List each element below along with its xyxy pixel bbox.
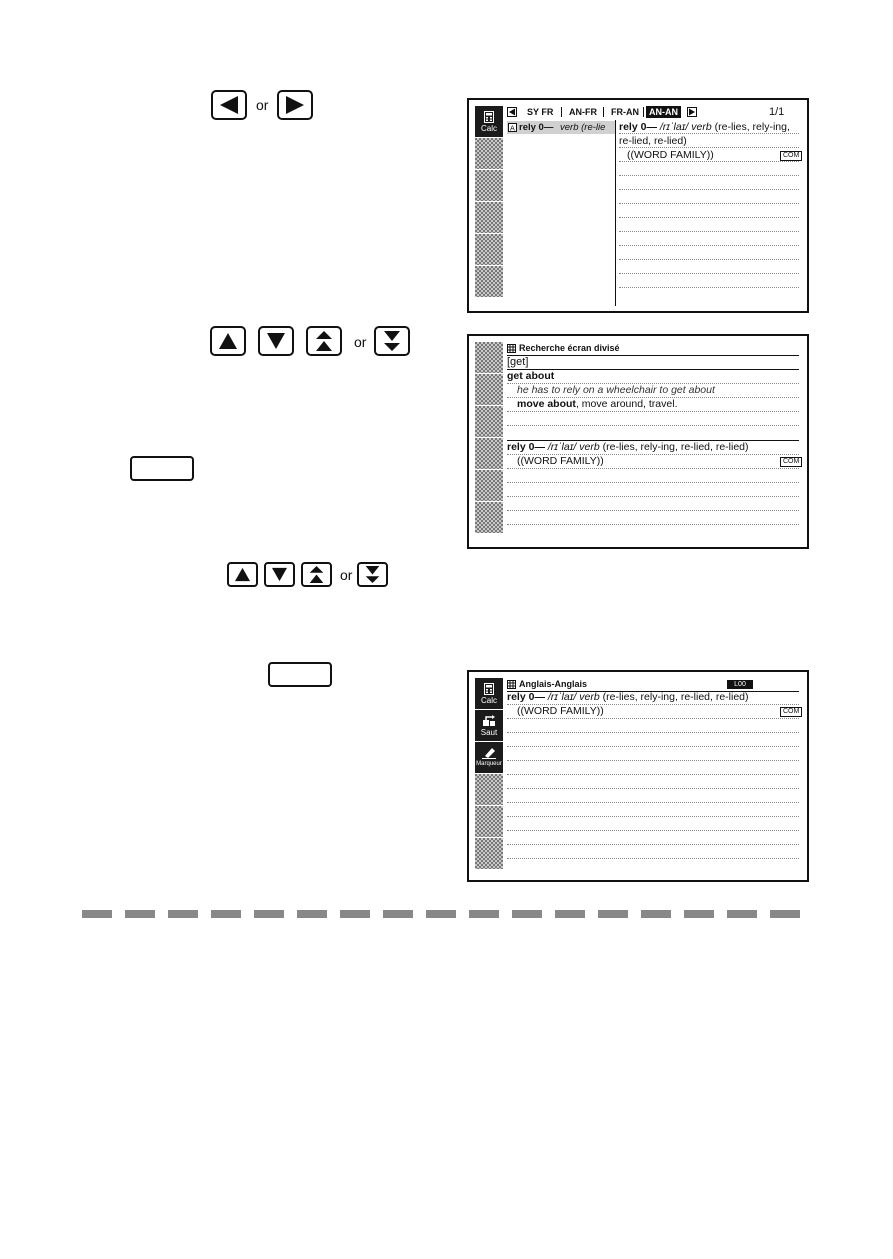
example: he has to rely on a wheelchair to get about: [517, 384, 715, 396]
row-rule: [507, 510, 799, 511]
page-down-key: [357, 562, 388, 587]
search-query: [get]: [507, 356, 529, 368]
synonyms: [517, 398, 678, 411]
synonym-rest: , move around, travel.: [575, 398, 678, 410]
row-rule: [619, 189, 799, 190]
tab-separator: [561, 107, 562, 117]
tab-an-fr: AN-FR: [569, 107, 597, 117]
or-label-3: or: [340, 567, 353, 583]
icon-slot-empty: [475, 406, 503, 437]
icon-slot-empty: [475, 374, 503, 405]
up-arrow-key-icon: [218, 332, 238, 350]
row-rule: [507, 858, 799, 859]
icon-slot-empty: [475, 170, 503, 201]
page-up-key-icon: [308, 565, 325, 584]
tab-fr-an: FR-AN: [611, 107, 639, 117]
entry-line: [507, 441, 749, 454]
blank-key: [268, 662, 332, 687]
icon-slot-empty: [475, 138, 503, 169]
saut-button: [475, 710, 503, 741]
row-rule: [619, 273, 799, 274]
phrase: get about: [507, 370, 555, 382]
row-rule: [507, 397, 799, 398]
up-arrow-key: [210, 326, 246, 356]
row-rule: [619, 147, 799, 148]
row-rule: [619, 245, 799, 246]
calc-label: Calc: [480, 123, 497, 133]
page-up-key: [306, 326, 342, 356]
icon-slot-empty: [475, 774, 503, 805]
entry-pron: /rɪˈlaɪ/: [659, 121, 689, 133]
com-badge: COM: [780, 151, 802, 161]
left-arrow-key: [211, 90, 247, 120]
entry-pos: verb: [579, 441, 600, 453]
entry-forms: (re-lies, rely-ing, re-lied, re-lied): [602, 441, 749, 453]
word-family: ((WORD FAMILY)): [517, 705, 604, 717]
row-rule: [507, 704, 799, 705]
screen-title: Recherche écran divisé: [519, 343, 620, 353]
row-rule: [507, 411, 799, 412]
row-rule: [507, 482, 799, 483]
icon-column: [475, 678, 503, 870]
entry-head: rely 0—: [507, 691, 545, 703]
screen-split-view: [467, 98, 809, 313]
grid-icon: [507, 680, 516, 689]
entry-pos: verb: [579, 691, 600, 703]
screen-title: Anglais-Anglais: [519, 679, 588, 689]
screen-split-search: [467, 334, 809, 549]
dashed-separator: [82, 910, 810, 918]
row-rule: [619, 231, 799, 232]
icon-column: [475, 342, 503, 534]
calc-button: [475, 678, 503, 709]
icon-slot-empty: [475, 838, 503, 869]
row-rule: [507, 788, 799, 789]
icon-slot-empty: [475, 502, 503, 533]
right-arrow-key: [277, 90, 313, 120]
entry-forms-2: re-lied, re-lied): [619, 135, 687, 147]
row-rule: [507, 802, 799, 803]
list-entry-rest: verb (re-lie: [560, 122, 606, 133]
tab-left-arrow-icon: [507, 107, 517, 117]
row-rule: [507, 816, 799, 817]
page-down-key: [374, 326, 410, 356]
panel-divider: [615, 120, 616, 306]
row-rule: [619, 133, 799, 134]
entry-line: [507, 691, 749, 704]
calculator-icon: [484, 111, 494, 123]
row-rule: [507, 760, 799, 761]
tab-separator: [643, 107, 644, 117]
page-down-key-icon: [364, 565, 381, 584]
word-family: ((WORD FAMILY)): [627, 149, 714, 161]
page-up-key: [301, 562, 332, 587]
svg-text:A: A: [510, 124, 515, 132]
icon-slot-empty: [475, 470, 503, 501]
page-indicator: 1/1: [769, 106, 785, 118]
row-rule: [507, 844, 799, 845]
com-badge: COM: [780, 457, 802, 467]
row-rule: [507, 718, 799, 719]
row-rule: [619, 287, 799, 288]
row-rule: [619, 259, 799, 260]
right-arrow-key-icon: [284, 95, 306, 115]
row-rule: [507, 425, 799, 426]
row-rule: [619, 161, 799, 162]
row-rule: [619, 217, 799, 218]
down-arrow-key-icon: [271, 567, 288, 582]
tab-sy-fr: SY FR: [527, 107, 554, 117]
up-arrow-key-icon: [234, 567, 251, 582]
icon-slot-empty: [475, 806, 503, 837]
entry-pron: /rɪˈlaɪ/: [547, 441, 577, 453]
left-arrow-key-icon: [218, 95, 240, 115]
row-rule: [507, 774, 799, 775]
title-rule: [507, 355, 799, 356]
icon-slot-empty: [475, 342, 503, 373]
tab-separator: [603, 107, 604, 117]
com-badge: COM: [780, 707, 802, 717]
up-arrow-key: [227, 562, 258, 587]
icon-slot-empty: [475, 202, 503, 233]
word-family: ((WORD FAMILY)): [517, 455, 604, 467]
marqueur-label: Marqueur: [476, 760, 502, 767]
calculator-icon: [484, 683, 494, 695]
tab-an-an: AN-AN: [646, 106, 681, 118]
tab-right-arrow-icon: [687, 107, 697, 117]
row-rule: [507, 524, 799, 525]
list-marker-icon: [508, 123, 517, 132]
down-arrow-key-icon: [266, 332, 286, 350]
entry-pos: verb: [691, 121, 712, 133]
down-arrow-key: [264, 562, 295, 587]
entry-forms: (re-lies, rely-ing, re-lied, re-lied): [602, 691, 749, 703]
jump-icon: [482, 715, 496, 727]
row-rule: [507, 732, 799, 733]
dictionary-tabs: [507, 106, 803, 118]
row-rule: [507, 454, 799, 455]
icon-slot-empty: [475, 234, 503, 265]
icon-slot-empty: [475, 438, 503, 469]
marker-icon: [482, 747, 496, 759]
or-label-1: or: [256, 97, 269, 113]
top-badge: L00: [727, 680, 753, 689]
or-label-2: or: [354, 334, 367, 350]
row-rule: [619, 175, 799, 176]
calc-button: [475, 106, 503, 137]
page-down-key-icon: [382, 330, 402, 352]
row-rule: [507, 746, 799, 747]
icon-column: [475, 106, 503, 298]
row-rule: [507, 468, 799, 469]
icon-slot-empty: [475, 266, 503, 297]
down-arrow-key: [258, 326, 294, 356]
row-rule: [619, 203, 799, 204]
blank-key: [130, 456, 194, 481]
row-rule: [507, 830, 799, 831]
list-entry-word: rely 0—: [519, 122, 554, 133]
saut-label: Saut: [480, 727, 498, 737]
entry-head: rely 0—: [507, 441, 545, 453]
page-up-key-icon: [314, 330, 334, 352]
entry-head: rely 0—: [619, 121, 657, 133]
entry-pron: /rɪˈlaɪ/: [547, 691, 577, 703]
synonym-bold: move about: [517, 398, 576, 410]
marqueur-button: [475, 742, 503, 773]
entry-forms-1: (re-lies, rely-ing,: [714, 121, 790, 133]
grid-icon: [507, 344, 516, 353]
calc-label: Calc: [480, 695, 497, 705]
screen-english-english: [467, 670, 809, 882]
row-rule: [507, 383, 799, 384]
row-rule: [507, 496, 799, 497]
